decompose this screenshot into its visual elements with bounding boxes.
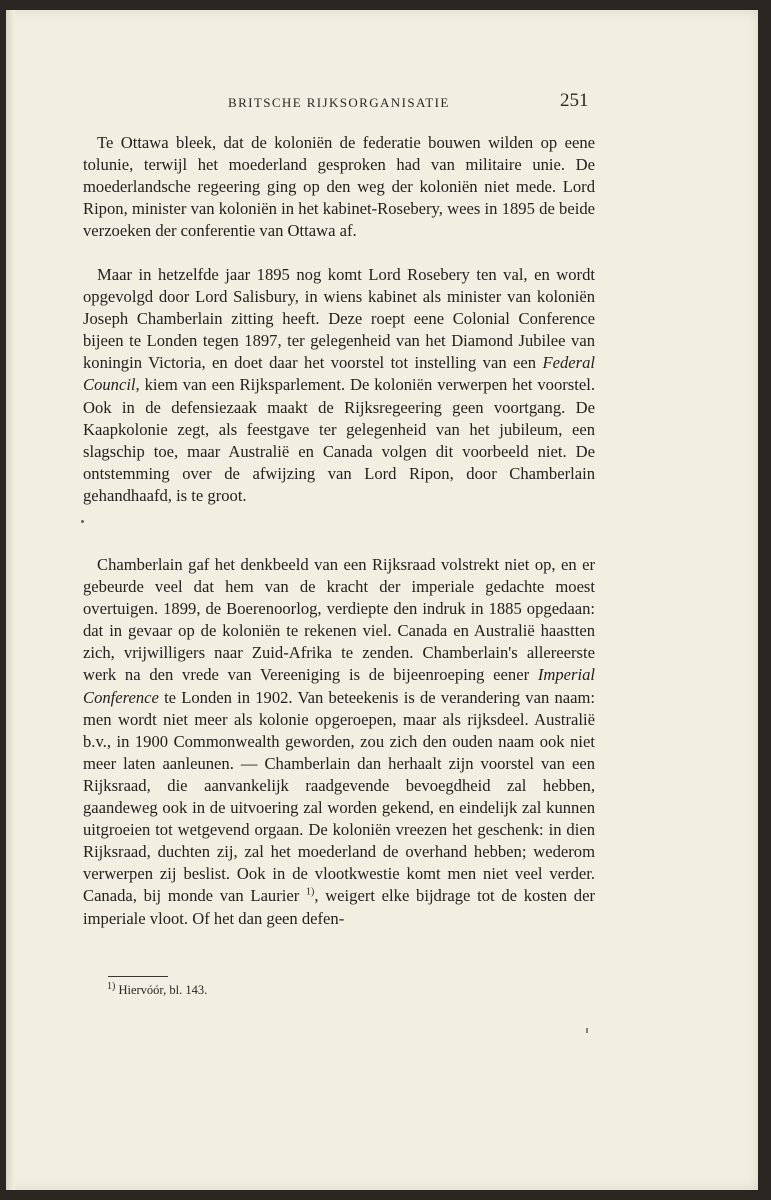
paragraph-3-text-a: Chamberlain gaf het denkbeeld van een Rijksraad volstrekt niet op, en er gebeurde veel dat hem van de kracht der imperiale gedachte moest overtuigen. 1899, de Boerenoorlog, verdiepte den indruk in 1885 opgedaan: dat in gevaar op de koloniën te rekenen viel. Canada en Australië haastten zich, vrijwilligers naar Zuid-Afrika te zenden. Chamberlain's allereerste werk na den vrede van Vereeniging is de bijeenroeping eener xyxy=(83,555,595,685)
page-number: 251 xyxy=(560,90,589,111)
paragraph-3-text-c: , weigert elke bijdrage tot de kosten der imperiale vloot. Of het dan geen defen- xyxy=(83,886,595,928)
paragraph-3 xyxy=(83,554,595,930)
footnote-text: Hiervóór, bl. 143. xyxy=(115,983,208,997)
margin-mark xyxy=(586,1028,588,1033)
paragraph-3-text-b: te Londen in 1902. Van beteekenis is de verandering van naam: men wordt niet meer als kolonie opgeroepen, maar als rijksdeel. Australië b.v., in 1900 Commonwealth geworden, zou zich den ouden naam ook niet meer laten aanleunen. — Chamberlain dan herhaalt zijn voorstel van een Rijksraad, die aanvankelijk raadgevende bevoegdheid zal hebben, gaandeweg ook in de uitvoering zal worden gekend, en eindelijk zal kunnen uitgroeien tot wetgevend orgaan. De koloniën vreezen het geschenk: in dien Rijksraad, duchten zij, zal het moederland de overhand hebben; wederom verwerpen zij beslist. Ook in de vlootkwestie komt men niet veel verder. Canada, bij monde van Laurier xyxy=(83,687,595,906)
paragraph-2-text-b: , kiem van een Rijksparlement. De koloniën verwerpen het voorstel. Ook in de defensiezaak maakt de Rijksregeering geen voortgang. De Kaapkolonie zegt, als feestgave ter gelegenheid van het jubileum, een slagschip toe, maar Australië en Canada volgen dit voorbeeld niet. De ontstemming over de afwijzing van Lord Ripon, door Chamberlain gehandhaafd, is te groot. xyxy=(83,375,595,505)
footnote-reference: 1) xyxy=(305,886,315,898)
paragraph-2 xyxy=(83,264,595,507)
paragraph-1-text: Te Ottawa bleek, dat de koloniën de federatie bouwen wilden op eene tolunie, terwijl het moederland gesproken had van militaire unie. De moederlandsche regeering ging op den weg der koloniën niet mede. Lord Ripon, minister van koloniën in het kabinet-Rosebery, wees in 1895 de beide verzoeken der conferentie van Ottawa af. xyxy=(83,133,595,241)
margin-speck xyxy=(81,520,84,523)
imperial-conference-term: Imperial Conference xyxy=(83,665,595,707)
footnote-rule xyxy=(108,976,168,977)
footnote-marker: 1) xyxy=(107,980,116,992)
federal-council-term: Federal Council xyxy=(83,353,595,395)
running-title: BRITSCHE RIJKSORGANISATIE xyxy=(228,95,450,110)
footnote xyxy=(107,980,208,998)
page-gutter xyxy=(6,10,15,1190)
paragraph-2-text-a: Maar in hetzelfde jaar 1895 nog komt Lord Rosebery ten val, en wordt opgevolgd door Lord Salisbury, in wiens kabinet als minister van koloniën Joseph Chamberlain zitting heeft. Deze roept eene Colonial Conference bijeen te Londen tegen 1897, ter gelegenheid van het Diamond Jubilee van koningin Victoria, en doet daar het voorstel tot instelling van een xyxy=(83,265,595,373)
paragraph-1 xyxy=(83,132,595,242)
